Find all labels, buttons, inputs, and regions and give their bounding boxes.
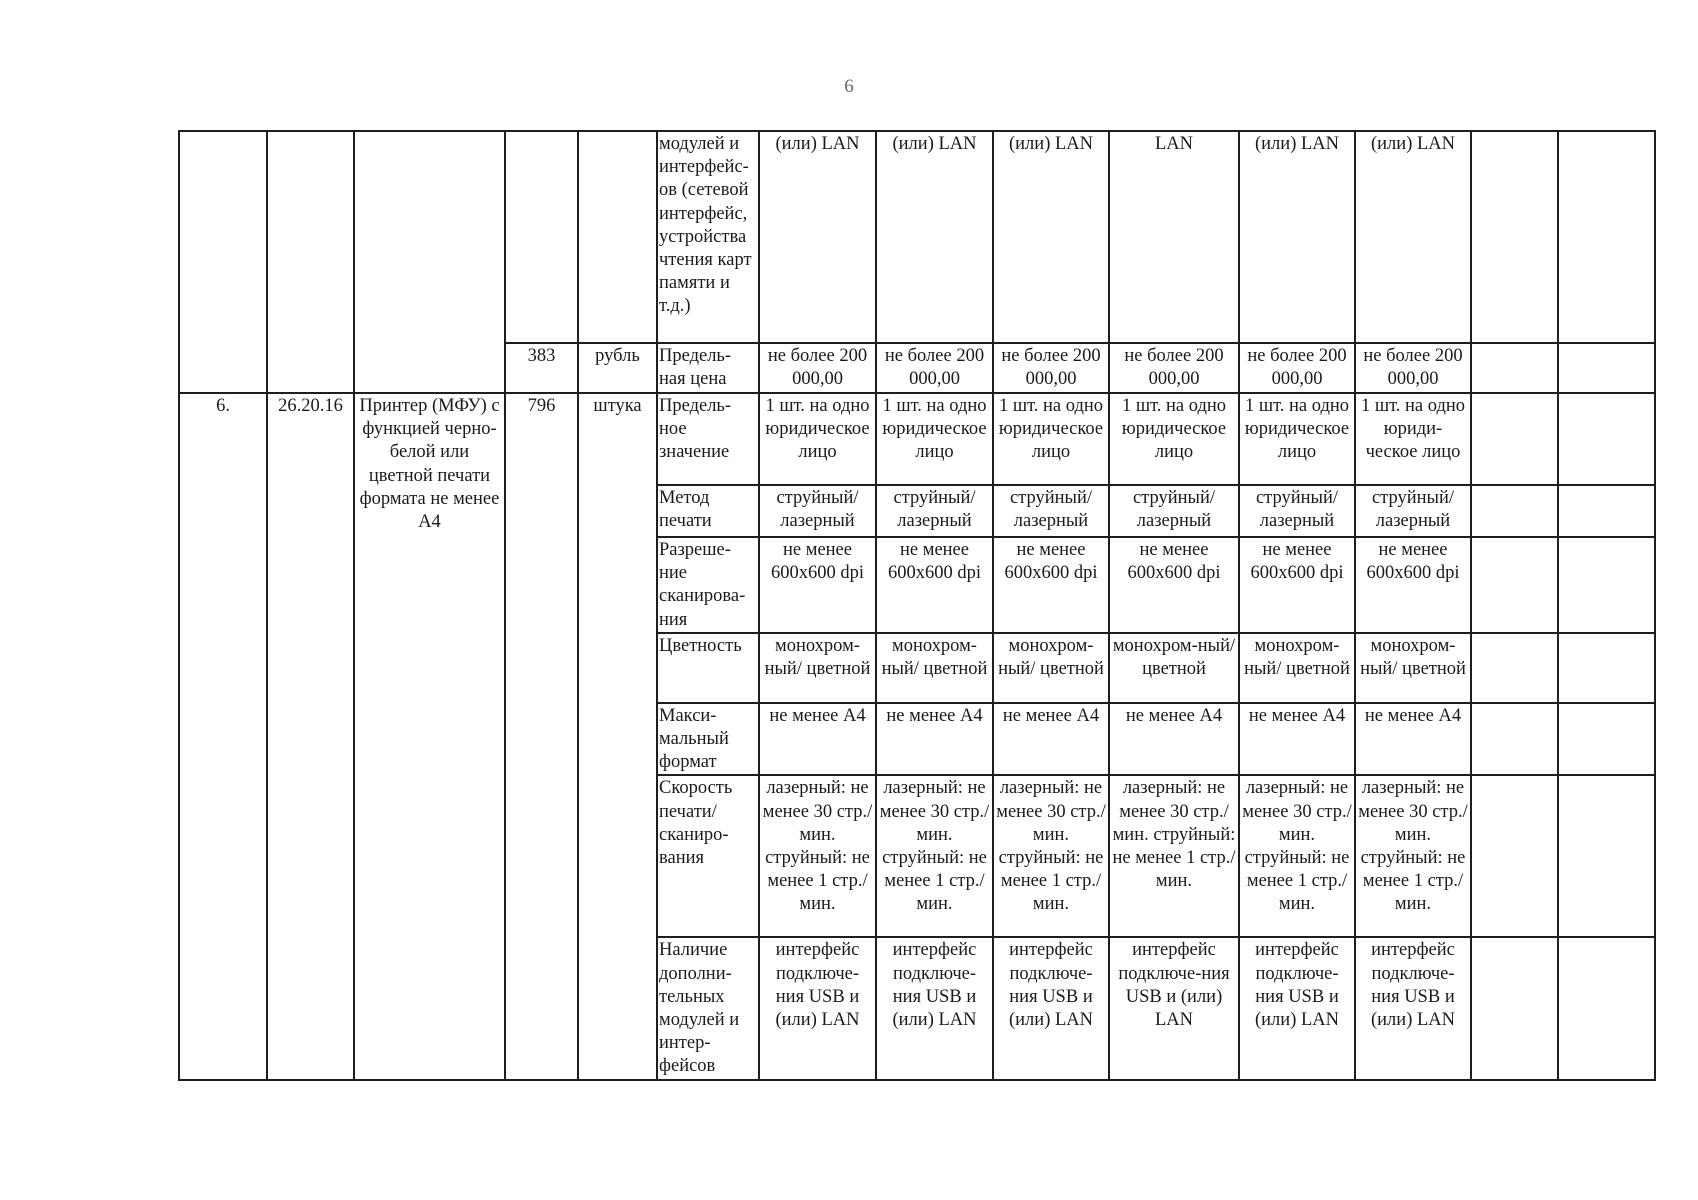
value-cell: интерфейс подключе-ния USB и (или) LAN — [1355, 937, 1471, 1079]
value-cell: струйный/ лазерный — [876, 485, 993, 537]
item-title: Принтер (МФУ) с функцией черно-белой или цветной печати формата не менее А4 — [354, 393, 505, 1080]
characteristic-name: Разреше-ние сканирова-ния — [657, 537, 759, 633]
empty-cell — [1471, 537, 1558, 633]
characteristic-name: модулей и интерфейс-ов (сетевой интерфейс, устройства чтения карт памяти и т.д.) — [657, 131, 759, 343]
empty-cell — [1471, 485, 1558, 537]
unit-cell: штука — [578, 393, 657, 1080]
okpd-code: 26.20.16 — [267, 393, 354, 1080]
value-cell: монохром-ный/ цветной — [1239, 633, 1355, 703]
value-cell: струйный/ лазерный — [759, 485, 876, 537]
value-cell: не более 200 000,00 — [1239, 343, 1355, 393]
characteristic-name: Предель-ное значение — [657, 393, 759, 485]
empty-cell — [1471, 343, 1558, 393]
value-cell: интерфейс подключе-ния USB и (или) LAN — [993, 937, 1109, 1079]
table-row — [179, 393, 1655, 485]
value-cell: монохром-ный/ цветной — [1355, 633, 1471, 703]
empty-cell — [1558, 703, 1655, 776]
item-number: 6. — [179, 393, 267, 1080]
value-cell: не менее А4 — [1355, 703, 1471, 776]
characteristic-name: Метод печати — [657, 485, 759, 537]
empty-cell — [1558, 937, 1655, 1079]
characteristic-name: Макси-мальный формат — [657, 703, 759, 776]
value-cell: не менее 600x600 dpi — [993, 537, 1109, 633]
value-cell: интерфейс подключе-ния USB и (или) LAN — [1239, 937, 1355, 1079]
value-cell: (или) LAN — [993, 131, 1109, 343]
empty-cell — [1471, 937, 1558, 1079]
value-cell: струйный/ лазерный — [1355, 485, 1471, 537]
value-cell: не менее 600x600 dpi — [1109, 537, 1239, 633]
value-cell: не менее 600x600 dpi — [759, 537, 876, 633]
code-cell — [505, 131, 578, 343]
empty-cell — [1558, 537, 1655, 633]
value-cell: лазерный: не менее 30 стр./мин. струйный: не менее 1 стр./мин. — [759, 775, 876, 937]
value-cell: не более 200 000,00 — [1355, 343, 1471, 393]
value-cell: не менее А4 — [1109, 703, 1239, 776]
characteristic-name: Цветность — [657, 633, 759, 703]
empty-cell — [1558, 633, 1655, 703]
code-cell: 796 — [505, 393, 578, 1080]
characteristic-name: Предель-ная цена — [657, 343, 759, 393]
value-cell: LAN — [1109, 131, 1239, 343]
table-row — [179, 131, 1655, 343]
value-cell: лазерный: не менее 30 стр./мин. струйный: не менее 1 стр./мин. — [993, 775, 1109, 937]
value-cell: 1 шт. на одно юриди-ческое лицо — [1355, 393, 1471, 485]
empty-cell — [1558, 131, 1655, 343]
value-cell: лазерный: не менее 30 стр./мин. струйный: не менее 1 стр./мин. — [1355, 775, 1471, 937]
value-cell: лазерный: не менее 30 стр./мин. струйный: не менее 1 стр./мин. — [876, 775, 993, 937]
unit-cell: рубль — [578, 343, 657, 393]
page-number: 6 — [844, 76, 854, 97]
empty-cell — [1558, 343, 1655, 393]
empty-cell — [1471, 703, 1558, 776]
value-cell: не менее А4 — [876, 703, 993, 776]
value-cell: интерфейс подключе-ния USB и (или) LAN — [759, 937, 876, 1079]
value-cell: монохром-ный/ цветной — [759, 633, 876, 703]
empty-cell — [1558, 393, 1655, 485]
value-cell: не более 200 000,00 — [759, 343, 876, 393]
value-cell: монохром-ный/ цветной — [993, 633, 1109, 703]
empty-cell — [179, 131, 267, 393]
value-cell: не менее 600x600 dpi — [1239, 537, 1355, 633]
value-cell: не менее 600x600 dpi — [876, 537, 993, 633]
empty-cell — [1558, 485, 1655, 537]
value-cell: 1 шт. на одно юридическое лицо — [759, 393, 876, 485]
value-cell: не менее 600x600 dpi — [1355, 537, 1471, 633]
value-cell: 1 шт. на одно юридическое лицо — [876, 393, 993, 485]
value-cell: струйный/ лазерный — [993, 485, 1109, 537]
value-cell: струйный/ лазерный — [1109, 485, 1239, 537]
value-cell: струйный/ лазерный — [1239, 485, 1355, 537]
value-cell: 1 шт. на одно юридическое лицо — [1109, 393, 1239, 485]
empty-cell — [1471, 775, 1558, 937]
empty-cell — [1471, 131, 1558, 343]
value-cell: (или) LAN — [1239, 131, 1355, 343]
empty-cell — [1471, 633, 1558, 703]
value-cell: не более 200 000,00 — [1109, 343, 1239, 393]
value-cell: не менее А4 — [1239, 703, 1355, 776]
value-cell: интерфейс подключе-ния USB и (или) LAN — [876, 937, 993, 1079]
empty-cell — [267, 131, 354, 393]
value-cell: не менее А4 — [759, 703, 876, 776]
value-cell: не менее А4 — [993, 703, 1109, 776]
value-cell: 1 шт. на одно юридическое лицо — [993, 393, 1109, 485]
characteristic-name: Скорость печати/ сканиро-вания — [657, 775, 759, 937]
value-cell: монохром-ный/ цветной — [1109, 633, 1239, 703]
code-cell: 383 — [505, 343, 578, 393]
empty-cell — [1471, 393, 1558, 485]
value-cell: (или) LAN — [759, 131, 876, 343]
value-cell: (или) LAN — [876, 131, 993, 343]
unit-cell — [578, 131, 657, 343]
value-cell: не более 200 000,00 — [993, 343, 1109, 393]
value-cell: 1 шт. на одно юридическое лицо — [1239, 393, 1355, 485]
empty-cell — [354, 131, 505, 393]
requirements-table — [178, 130, 1656, 1081]
characteristic-name: Наличие дополни-тельных модулей и интер-фейсов — [657, 937, 759, 1079]
value-cell: монохром-ный/ цветной — [876, 633, 993, 703]
value-cell: (или) LAN — [1355, 131, 1471, 343]
empty-cell — [1558, 775, 1655, 937]
value-cell: интерфейс подключе-ния USB и (или) LAN — [1109, 937, 1239, 1079]
value-cell: не более 200 000,00 — [876, 343, 993, 393]
value-cell: лазерный: не менее 30 стр./мин. струйный: не менее 1 стр./мин. — [1239, 775, 1355, 937]
value-cell: лазерный: не менее 30 стр./мин. струйный: не менее 1 стр./мин. — [1109, 775, 1239, 937]
